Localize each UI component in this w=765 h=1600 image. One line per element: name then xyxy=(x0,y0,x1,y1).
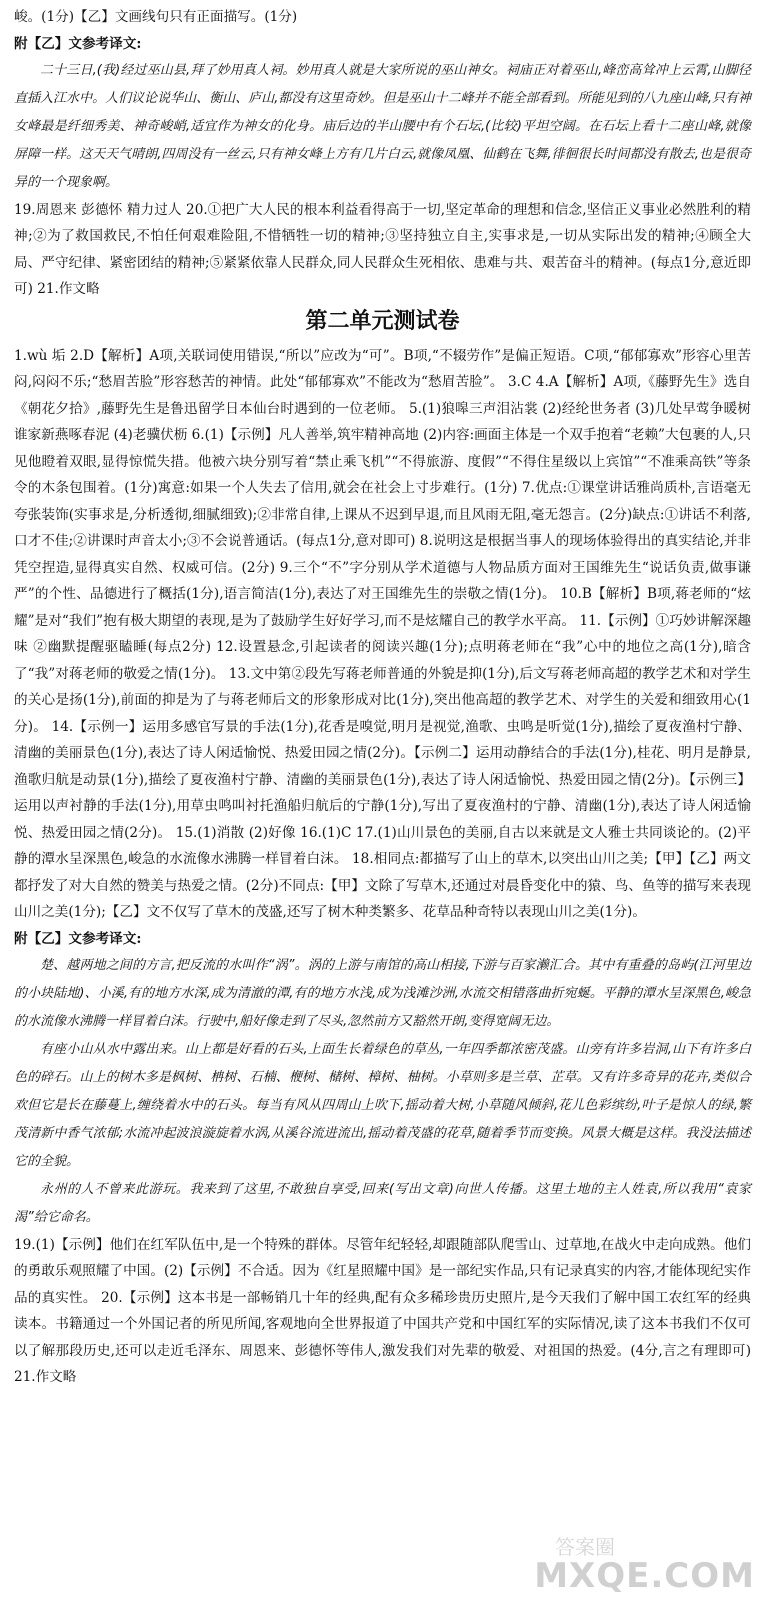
unit-title: 第二单元测试卷 xyxy=(305,308,460,334)
translation-paragraph-2a: 楚、越两地之间的方言,把反流的水叫作“涡”。涡的上游与南馆的高山相接,下游与百家濑汇合。其中有重叠的岛屿(江河里边的小块陆地)、小溪,有的地方水深,成为清澈的潭,有的地方水浅,成为浅滩沙洲,水流交相错落曲折宛蜒。平静的潭水呈深黑色,峻急的水流像水沸腾一样冒着白沫。行驶中,船好像走到了尽头,忽然前方又豁然开朗,变得宽阔无边。 xyxy=(14,957,751,1029)
translation-label-2: 附【乙】文参考译文: xyxy=(14,930,142,947)
tail-answers: 19.(1)【示例】他们在红军队伍中,是一个特殊的群体。尽管年纪轻轻,却跟随部队爬雪山、过草地,在战火中走向成熟。他们的勇敢乐观照耀了中国。(2)【示例】不合适。因为《红星照耀中国》是一部纪实作品,只有记录真实的内容,才能体现纪实作品的真实性。 20.【示例】这本书是一部畅销几十年的经典,配有众多稀珍贵历史照片,是今天我们了解中国工农红军的经典读本。书籍通过一个外国记者的所见所闻,客观地向全世界报道了中国共产党和中国红军的实际情况,读了这本书我们不仅可以了解那段历史,还可以走近毛泽东、周恩来、彭德怀等伟人,激发我们对先辈的敬爱、对祖国的热爱。(4分,言之有理即可) 21.作文略 xyxy=(14,1236,751,1385)
translation-label-1: 附【乙】文参考译文: xyxy=(14,35,142,52)
top-line: 峻。(1分)【乙】文画线句只有正面描写。(1分) xyxy=(14,9,298,25)
previous-unit-answers: 19.周恩来 彭德怀 精力过人 20.①把广大人民的根本利益看得高于一切,坚定革命的理想和信念,坚信正义事业必然胜利的精神;②为了救国救民,不怕任何艰难险阻,不惜牺牲一切的精神;③坚持独立自主,实事求是,一切从实际出发的精神;④顾全大局、严守纪律、紧密团结的精神;⑤紧紧依靠人民群众,同人民群众生死相依、患难与共、艰苦奋斗的精神。(每点1分,意近即可) 21.作文略 xyxy=(14,201,751,297)
watermark-cn: 答案圈 xyxy=(555,1535,615,1559)
translation-paragraph-1: 二十三日,(我)经过巫山县,拜了妙用真人祠。妙用真人就是大家所说的巫山神女。祠庙正对着巫山,峰峦高耸冲上云霄,山脚径直插入江水中。人们议论说华山、衡山、庐山,都没有这里奇妙。但是巫山十二峰并不能全部看到。所能见到的八九座山峰,只有神女峰最是纤细秀美、神奇峻峭,适宜作为神女的化身。庙后边的半山腰中有个石坛,(比较)平坦空阔。在石坛上看十二座山峰,就像屏障一样。这天天气晴朗,四周没有一丝云,只有神女峰上方有几片白云,就像凤凰、仙鹤在飞舞,徘徊很长时间都没有散去,也是很奇异的一个现象啊。 xyxy=(14,62,751,190)
watermark-logo: MXQE.COM xyxy=(534,1556,755,1596)
unit-answers: 1.wù 垢 2.D【解析】A项,关联词使用错误,“所以”应改为“可”。B项,“不辍劳作”是偏正短语。C项,“郁郁寡欢”形容心里苦闷,闷闷不乐;“愁眉苦脸”形容愁苦的神情。此处“郁郁寡欢”不能改为“愁眉苦脸”。 3.C 4.A【解析】A项,《藤野先生》选自《朝花夕拾》,藤野先生是鲁迅留学日本仙台时遇到的一位老师。 5.(1)狼嗥三声泪沾裳 (2)经纶世务者 (3)几处早莺争暖树 谁家新燕啄春泥 (4)老骥伏枥 6.(1)【示例】凡人善举,筑牢精神高地 (2)内容:画面主体是一个双手抱着“老赖”大包裹的人,只见他瞪着双眼,显得惊慌失措。他被六块分别写着“禁止乘飞机”“不得旅游、度假”“不得住星级以上宾馆”“不准乘高铁”等条令的木条包围着。(1分)寓意:如果一个人失去了信用,就会在社会上寸步难行。(1分) 7.优点:①课堂讲话雅尚质朴,言语毫无夸张装饰(实事求是,分析透彻,细腻细致);②非常自律,上课从不迟到早退,而且风雨无阻,毫无怨言。(2分)缺点:①讲话不利落,口才不佳;②讲课时声音太小;③不会说普通话。(每点1分,意对即可) 8.说明这是根据当事人的现场体验得出的真实结论,并非凭空捏造,显得真实自然、权威可信。(2分) 9.三个“不”字分别从学术道德与人物品质方面对王国维先生“说话负责,做事谦严”的个性、品德进行了概括(1分),语言简洁(1分),表达了对王国维先生的崇敬之情(1分)。 10.B【解析】B项,蒋老师的“炫耀”是对“我们”抱有极大期望的表现,是为了鼓励学生好好学习,而不是炫耀自己的教学水平高。 11.【示例】①巧妙讲解深趣味 ②幽默提醒驱瞌睡(每点2分) 12.设置悬念,引起读者的阅读兴趣(1分);点明蒋老师在“我”心中的地位之高(1分),暗含了“我”对蒋老师的敬爱之情(1分)。 13.文中第②段先写蒋老师普通的外貌是抑(1分),后文写蒋老师高超的教学艺术和对学生的关心是扬(1分),前面的抑是为了与蒋老师后文的形象形成对比(1分),突出他高超的教学艺术、对学生的关爱和细致用心(1分)。 14.【示例一】运用多感官写景的手法(1分),花香是嗅觉,明月是视觉,渔歌、虫鸣是听觉(1分),描绘了夏夜渔村宁静、清幽的美丽景色(1分),表达了诗人闲适愉悦、热爱田园之情(2分)。【示例二】运用动静结合的手法(1分),桂花、明月是静景,渔歌归航是动景(1分),描绘了夏夜渔村宁静、清幽的美丽景色(1分),表达了诗人闲适愉悦、热爱田园之情(2分)。【示例三】运用以声衬静的手法(1分),用草虫鸣叫衬托渔船归航后的宁静(1分),写出了夏夜渔村的宁静、清幽(1分),表达了诗人闲适愉悦、热爱田园之情(2分)。 15.(1)消散 (2)好像 16.(1)C 17.(1)山川景色的美丽,自古以来就是文人雅士共同谈论的。(2)平静的潭水呈深黑色,峻急的水流像水沸腾一样冒着白沫。 18.相同点:都描写了山上的草木,以突出山川之美;【甲】【乙】两文都抒发了对大自然的赞美与热爱之情。(2分)不同点:【甲】文除了写草木,还通过对晨昏变化中的猿、鸟、鱼等的描写来表现山川之美(1分);【乙】文不仅写了草木的茂盛,还写了树木种类繁多、花草品种奇特以表现山川之美(1分)。 xyxy=(14,347,751,920)
translation-paragraph-2b: 有座小山从水中露出来。山上都是好看的石头,上面生长着绿色的草丛,一年四季都浓密茂盛。山旁有许多岩洞,山下有许多白色的碎石。山上的树木多是枫树、柟树、石楠、楩树、槠树、樟树、柚树。小草则多是兰草、芷草。又有许多奇异的花卉,类似合欢但它是长在藤蔓上,缠绕着水中的石头。每当有风从四周山上吹下,摇动着大树,小草随风倾斜,花儿色彩缤纷,叶子是惊人的绿,繁茂清新中香气浓郁;水流冲起波浪漩旋着水涡,从溪谷流进流出,摇动着茂盛的花草,随着季节而变换。风景大概是这样。我没法描述它的全貌。 xyxy=(14,1041,751,1169)
translation-paragraph-2c: 永州的人不曾来此游玩。我来到了这里,不敢独自享受,回来(写出文章)向世人传播。这里土地的主人姓袁,所以我用“袁家渴”给它命名。 xyxy=(14,1181,751,1225)
